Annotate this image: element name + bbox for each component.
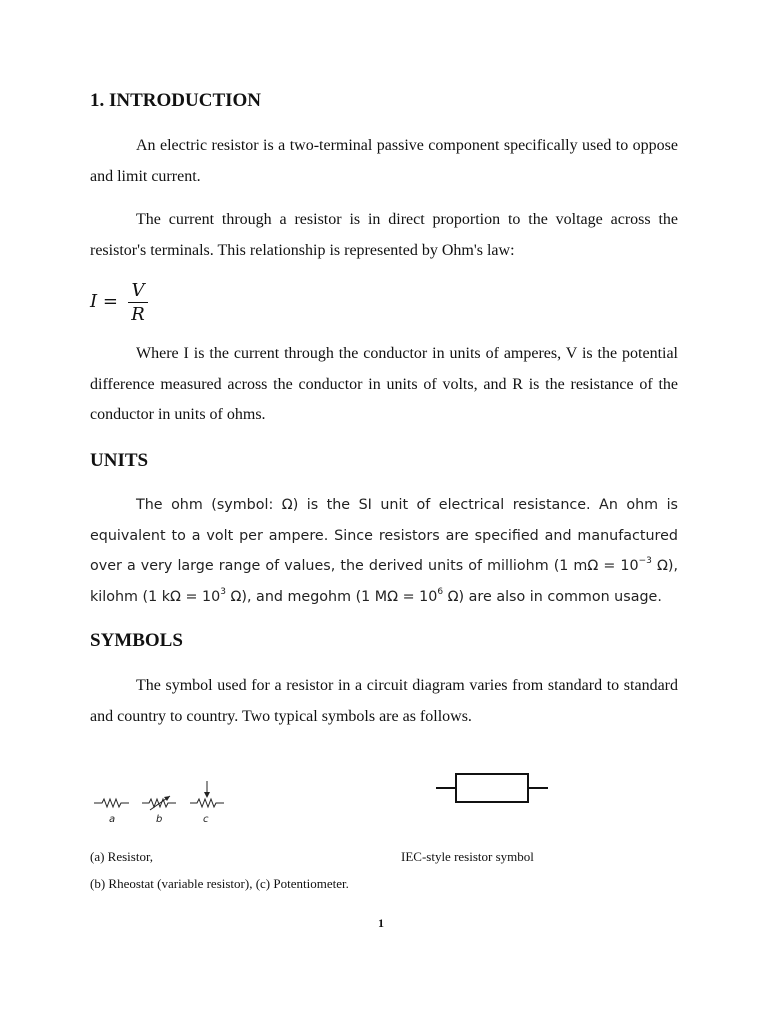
- equation-denominator: R: [131, 304, 145, 325]
- exponent-kilo: 3: [220, 586, 226, 597]
- caption-resistor: (a) Resistor,: [90, 849, 154, 864]
- units-text-a: The ohm (symbol: Ω) is the SI unit of electrical resistance. An ohm is equivalent to a volt per ampere. Since resistors are specified and manufactured over a very large range of values, the derived units of milliohm (1 mΩ = 10: [90, 497, 678, 574]
- exponent-milli: −3: [638, 556, 652, 566]
- heading-units: UNITS: [90, 450, 149, 471]
- symbol-label-c: c: [203, 814, 209, 825]
- rheostat-symbol: [142, 799, 176, 807]
- symbol-label-b: b: [156, 814, 163, 825]
- iec-resistor-symbol: [434, 770, 550, 806]
- exponent-mega: 6: [437, 586, 444, 597]
- symbols-paragraph: The symbol used for a resistor in a circuit diagram varies from standard to standard and country to country. Two typical symbols are as follows.: [90, 677, 678, 725]
- rheostat-arrow: [164, 796, 170, 801]
- intro-paragraph-3: Where I is the current through the conductor in units of amperes, V is the potential difference measured across the conductor in units of volts, and R is the resistance of the conductor in units of ohms.: [90, 345, 678, 423]
- caption-rheostat-potentiometer: (b) Rheostat (variable resistor), (c) Potentiometer.: [90, 876, 349, 891]
- units-paragraph: [90, 490, 678, 612]
- resistor-symbol: [94, 799, 129, 807]
- equation-lhs: I =: [90, 291, 118, 312]
- equation-numerator: V: [131, 280, 145, 301]
- units-text-c: Ω), and megohm (1 MΩ = 10: [225, 588, 438, 605]
- intro-paragraph-2: The current through a resistor is in direct proportion to the voltage across the resistor's terminals. This relationship is represented by Ohm's law:: [90, 211, 678, 259]
- equation-fraction: [128, 280, 148, 326]
- page-number: 1: [378, 916, 384, 930]
- resistor-symbols-figure: [90, 776, 235, 831]
- symbol-label-a: a: [109, 814, 116, 825]
- heading-introduction: 1. INTRODUCTION: [90, 90, 262, 111]
- potentiometer-symbol: [190, 799, 224, 807]
- intro-paragraph-1: An electric resistor is a two-terminal passive component specifically used to oppose and limit current.: [90, 137, 678, 185]
- caption-iec-symbol: IEC-style resistor symbol: [401, 849, 534, 864]
- heading-symbols: SYMBOLS: [90, 630, 183, 651]
- wiper-arrow: [204, 792, 210, 798]
- units-text-d: Ω) are also in common usage.: [443, 588, 662, 605]
- units-text-b: Ω), kilohm (1 kΩ = 10: [90, 558, 678, 605]
